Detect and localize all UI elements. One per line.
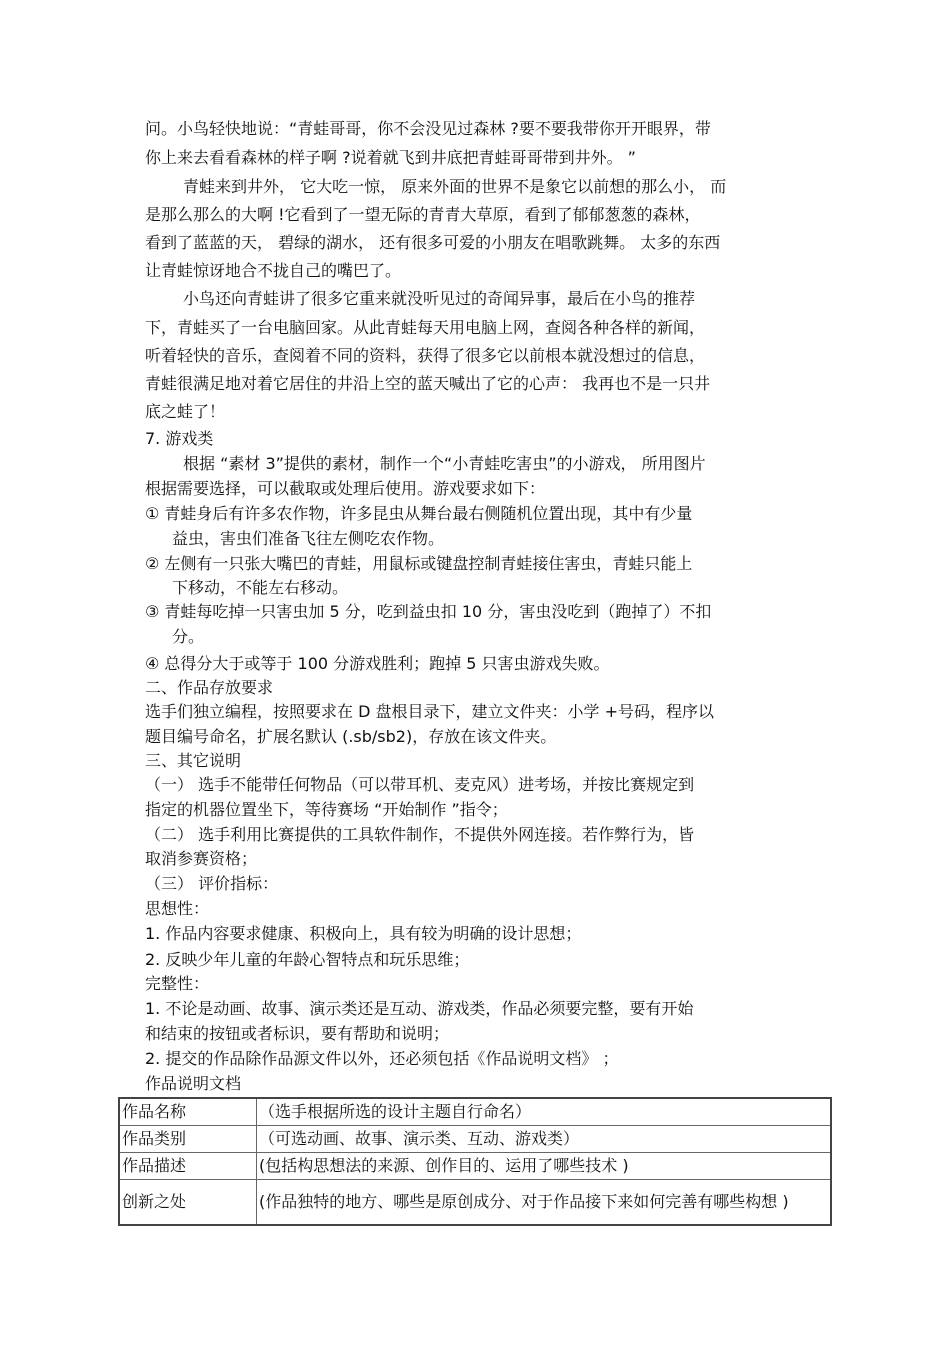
table-row xyxy=(119,1126,831,1153)
text-line: 完整性： xyxy=(145,974,210,993)
list-item: ③ 青蛙每吃掉一只害虫加 5 分，吃到益虫扣 10 分，害虫没吃到（跑掉了）不扣 xyxy=(145,602,712,621)
text-line: 问。小鸟轻快地说：“青蛙哥哥，你不会没见过森林 ?要不要我带你开开眼界，带 xyxy=(145,119,711,138)
table-caption: 作品说明文档 xyxy=(145,1074,242,1093)
table-cell-value: （选手根据所选的设计主题自行命名） xyxy=(257,1098,832,1126)
section-heading: 二、作品存放要求 xyxy=(145,678,274,697)
section-heading: 三、其它说明 xyxy=(145,751,242,770)
work-description-table xyxy=(118,1097,832,1226)
table-row xyxy=(119,1098,831,1126)
text-line: 根据需要选择，可以截取或处理后使用。游戏要求如下： xyxy=(145,479,546,498)
table-row xyxy=(119,1180,831,1226)
text-line: 根据 “素材 3”提供的素材，制作一个“小青蛙吃害虫”的小游戏， 所用图片 xyxy=(183,454,706,473)
text-line: 下移动，不能左右移动。 xyxy=(172,578,349,597)
text-line: 分。 xyxy=(172,627,205,646)
text-line: 小鸟还向青蛙讲了很多它重来就没听见过的奇闻异事，最后在小鸟的推荐 xyxy=(183,289,696,308)
table-cell-label: 作品类别 xyxy=(119,1126,257,1153)
text-line: 指定的机器位置坐下，等待赛场 “开始制作 ”指令； xyxy=(145,800,508,819)
text-line: 下，青蛙买了一台电脑回家。从此青蛙每天用电脑上网，查阅各种各样的新闻， xyxy=(145,318,706,337)
table-cell-label: 作品描述 xyxy=(119,1153,257,1180)
text-line: 2. 反映少年儿童的年龄心智特点和玩乐思维； xyxy=(145,950,470,969)
text-line: 题目编号命名，扩展名默认 (.sb/sb2)，存放在该文件夹。 xyxy=(145,727,557,746)
list-item: ① 青蛙身后有许多农作物，许多昆虫从舞台最右侧随机位置出现，其中有少量 xyxy=(145,504,693,523)
table-cell-value: （可选动画、故事、演示类、互动、游戏类） xyxy=(257,1126,832,1153)
text-line: 益虫，害虫们准备飞往左侧吃农作物。 xyxy=(172,529,445,548)
text-line: 1. 不论是动画、故事、演示类还是互动、游戏类，作品必须要完整，要有开始 xyxy=(145,999,694,1018)
table-cell-value: (包括构思想法的来源、创作目的、运用了哪些技术 ) xyxy=(257,1153,832,1180)
text-line: 底之蛙了！ xyxy=(145,402,226,421)
text-line: 青蛙很满足地对着它居住的井沿上空的蓝天喊出了它的心声： 我再也不是一只井 xyxy=(145,374,711,393)
text-line: 取消参赛资格； xyxy=(145,849,258,868)
text-line: 2. 提交的作品除作品源文件以外，还必须包括《作品说明文档》 ； xyxy=(145,1049,619,1068)
table-cell-label: 作品名称 xyxy=(119,1098,257,1126)
text-line: （一） 选手不能带任何物品（可以带耳机、麦克风）进考场，并按比赛规定到 xyxy=(145,775,695,794)
section-heading: 7. 游戏类 xyxy=(145,429,214,448)
text-line: 青蛙来到井外， 它大吃一惊， 原来外面的世界不是象它以前想的那么小， 而 xyxy=(183,177,727,196)
list-item: ② 左侧有一只张大嘴巴的青蛙，用鼠标或键盘控制青蛙接住害虫，青蛙只能上 xyxy=(145,554,693,573)
text-line: 选手们独立编程，按照要求在 D 盘根目录下，建立文件夹：小学 +号码，程序以 xyxy=(145,702,714,721)
text-line: 你上来去看看森林的样子啊 ?说着就飞到井底把青蛙哥哥带到井外。 ” xyxy=(145,148,636,167)
table-cell-label: 创新之处 xyxy=(119,1180,257,1226)
table-cell-value: (作品独特的地方、哪些是原创成分、对于作品接下来如何完善有哪些构想 ) xyxy=(257,1180,832,1226)
text-line: （二） 选手利用比赛提供的工具软件制作，不提供外网连接。若作弊行为，皆 xyxy=(145,825,695,844)
text-line: 让青蛙惊讶地合不拢自己的嘴巴了。 xyxy=(145,261,402,280)
text-line: 是那么那么的大啊 !它看到了一望无际的青青大草原，看到了郁郁葱葱的森林， xyxy=(145,205,701,224)
text-line: 1. 作品内容要求健康、积极向上，具有较为明确的设计思想； xyxy=(145,924,582,943)
text-line: 思想性： xyxy=(145,899,210,918)
text-line: 看到了蓝蓝的天， 碧绿的湖水， 还有很多可爱的小朋友在唱歌跳舞。 太多的东西 xyxy=(145,233,721,252)
table-row xyxy=(119,1153,831,1180)
text-line: 听着轻快的音乐，查阅着不同的资料，获得了很多它以前根本就没想过的信息， xyxy=(145,346,706,365)
text-line: （三） 评价指标： xyxy=(145,874,279,893)
list-item: ④ 总得分大于或等于 100 分游戏胜利；跑掉 5 只害虫游戏失败。 xyxy=(145,654,610,673)
text-line: 和结束的按钮或者标识，要有帮助和说明； xyxy=(145,1024,450,1043)
